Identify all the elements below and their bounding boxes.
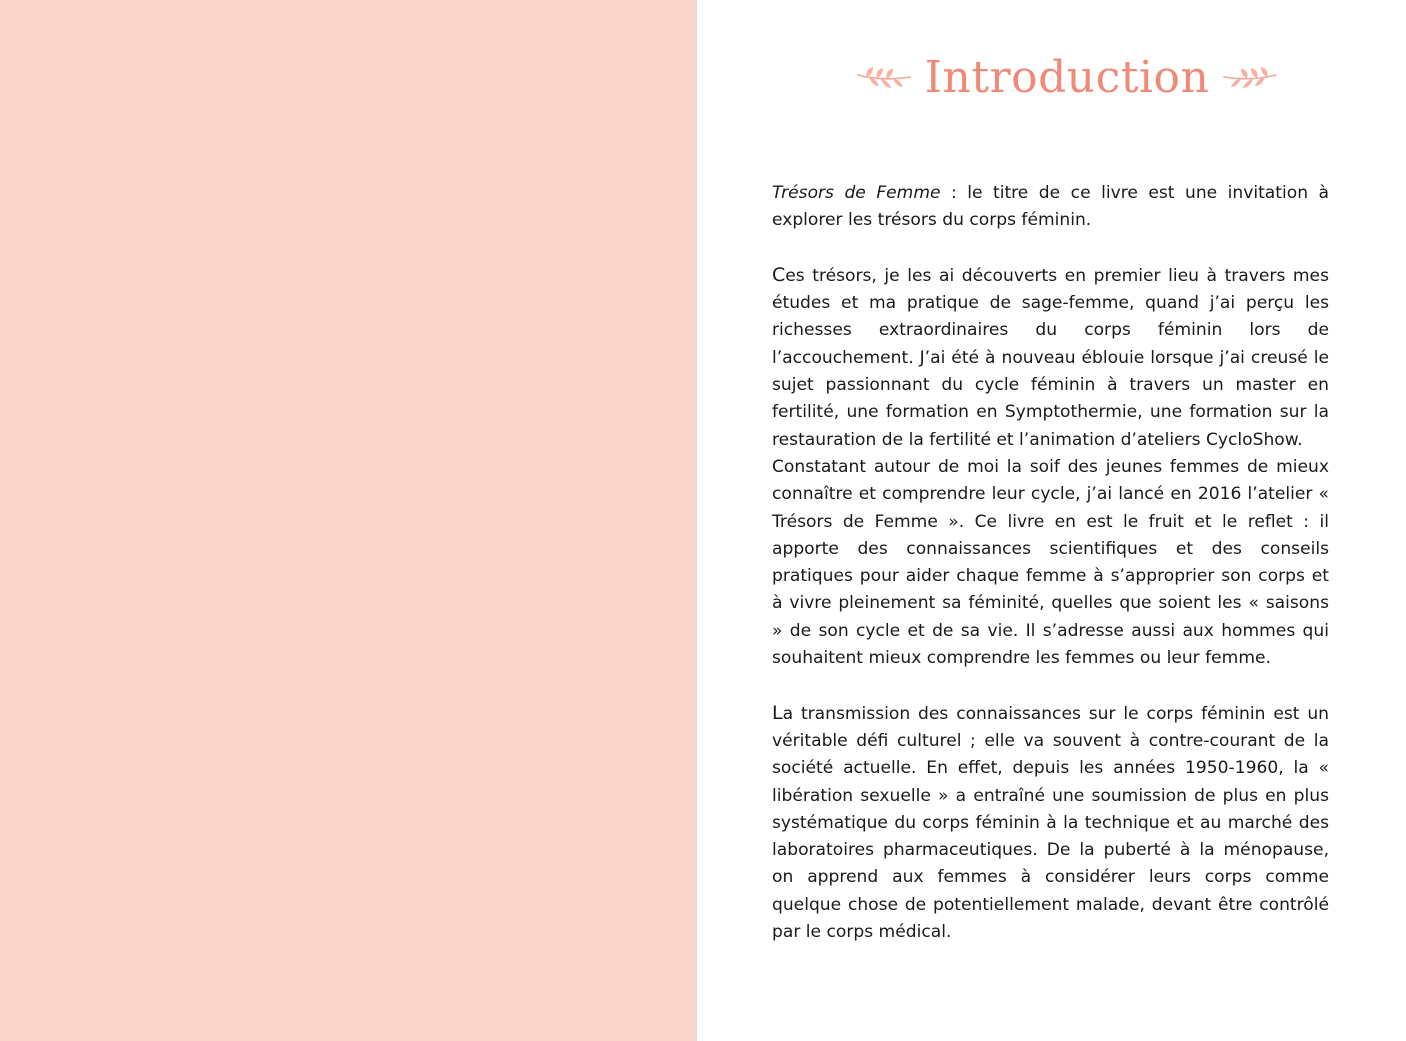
laurel-branch-icon xyxy=(855,63,913,93)
paragraph-2: Ces trésors, je les ai découverts en premier lieu à travers mes études et ma pratique de sage-femme, quand j’ai perçu les richesses extraordinaires du corps féminin lors de l’accouchement. J’ai été à nouveau éblouie lorsque j’ai creusé le sujet passionnant du cycle féminin à travers un master en fertilité, une formation en Symptothermie, une formation sur la restauration de la fertilité et l’animation d’ateliers CycloShow. xyxy=(772,263,1329,450)
book-title-italic: Trésors de Femme xyxy=(772,183,941,203)
laurel-branch-icon xyxy=(1221,63,1279,93)
paragraph-4: La transmission des connaissances sur le corps féminin est un véritable défi culturel ; elle va souvent à contre-courant de la société actuelle. En effet, depuis les années 1950-1960, la « libération sexuelle » a entraîné une soumission de plus en plus systématique du corps féminin à la technique et au marché des laboratoires pharmaceutiques. De la puberté à la ménopause, on apprend aux femmes à considérer leurs corps comme quelque chose de potentiellement malade, devant être contrôlé par le corps médical. xyxy=(772,701,1329,943)
paragraph-3: Constatant autour de moi la soif des jeunes femmes de mieux connaître et comprendre leur cycle, j’ai lancé en 2016 l’atelier « Trésors de Femme ». Ce livre en est le fruit et le reflet : il apporte des connaissances scientifiques et des conseils pratiques pour aider chaque femme à s’approprier son corps et à vivre pleinement sa féminité, quelles que soient les « saisons » de son cycle et de sa vie. Il s’adresse aussi aux hommes qui souhaitent mieux comprendre les femmes ou leur femme. xyxy=(772,456,1329,669)
drop-cap: C xyxy=(772,263,786,286)
paragraph-1: Trésors de Femme : le titre de ce livre est une invitation à explorer les trésors du corps féminin. xyxy=(772,183,1329,231)
drop-cap: L xyxy=(772,701,783,724)
body-text xyxy=(772,180,1329,946)
left-color-panel xyxy=(0,0,697,1041)
book-page xyxy=(697,0,1406,1041)
page-title: Introduction xyxy=(924,52,1210,103)
chapter-heading xyxy=(847,48,1287,108)
